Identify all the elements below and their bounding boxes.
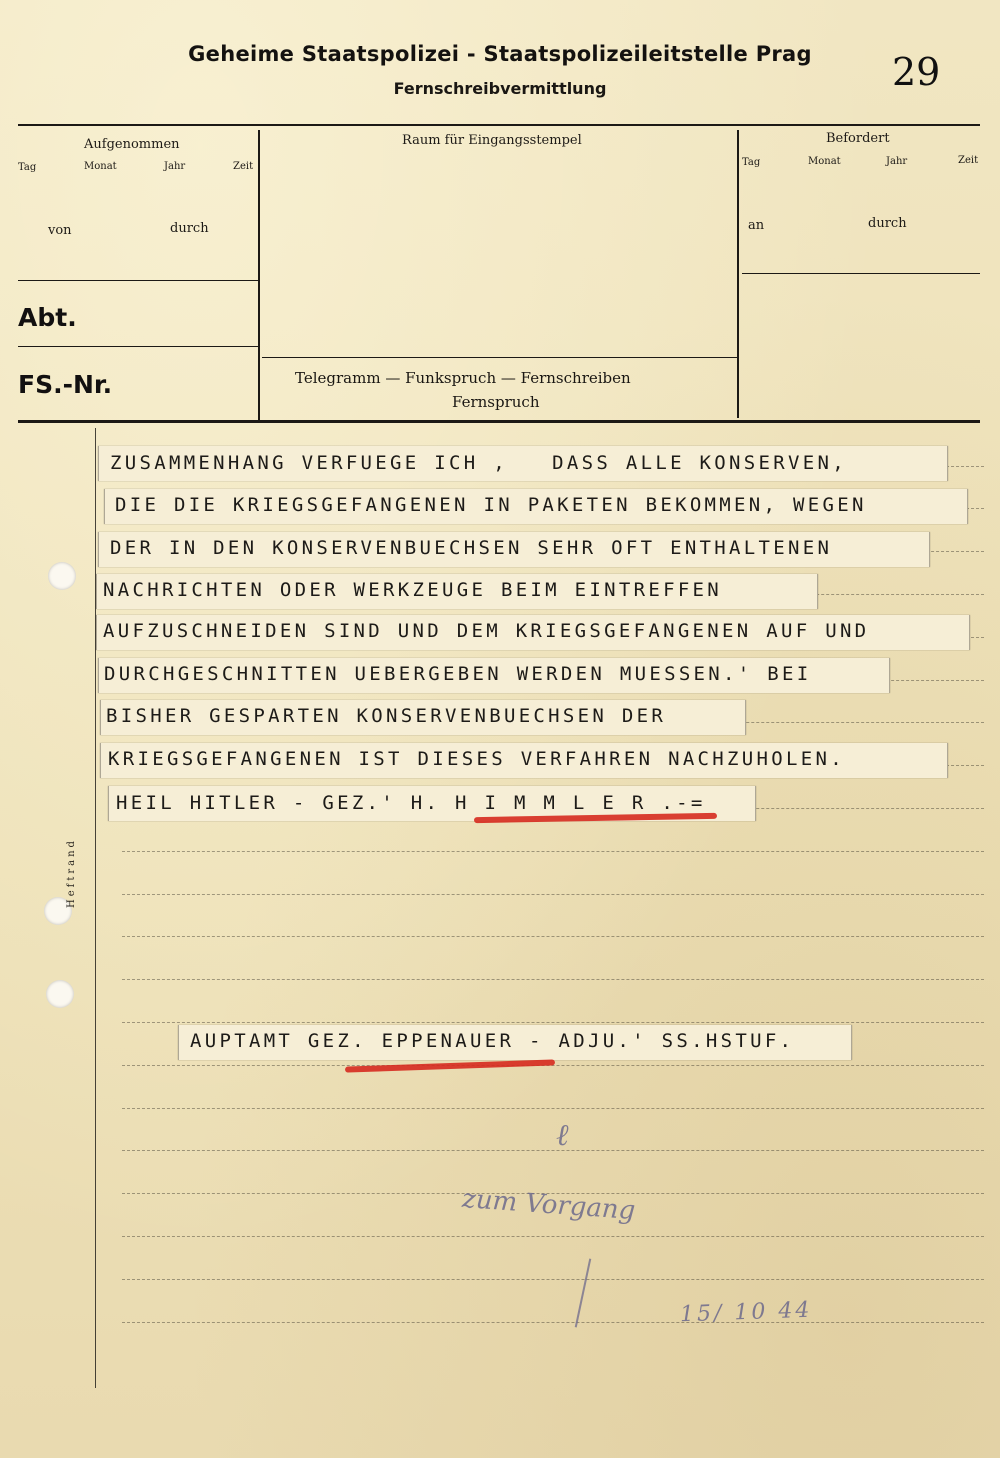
telex-line: AUFZUSCHNEIDEN SIND UND DEM KRIEGSGEFANGENEN AUF UND (103, 620, 870, 642)
forwarded-month-label: Monat (808, 156, 841, 167)
abt-divider (18, 346, 258, 347)
page-number: 29 (892, 50, 941, 94)
stamp-area-divider (262, 357, 737, 358)
received-from-label: von (48, 223, 72, 238)
handwritten-note: zum Vorgang (461, 1183, 637, 1227)
fs-nr-label: FS.-Nr. (18, 370, 113, 399)
telex-line: DER IN DEN KONSERVENBUECHSEN SEHR OFT ENTHALTENEN (110, 537, 833, 559)
received-month-label: Monat (84, 161, 117, 172)
punch-hole (48, 562, 76, 590)
forwarded-day-label: Tag (742, 157, 761, 168)
margin-rule (95, 428, 96, 1388)
telex-line: KRIEGSGEFANGENEN IST DIESES VERFAHREN NACHZUHOLEN. (108, 748, 845, 770)
ruled-line (122, 979, 984, 980)
telex-signature-line: HEIL HITLER - GEZ.' H. H I M M L E R .-= (116, 792, 706, 814)
received-section-divider (18, 280, 258, 281)
handwritten-mark: ℓ (556, 1118, 569, 1153)
form-subtitle: Fernschreibvermittlung (393, 79, 607, 98)
telex-closing-line: AUPTAMT GEZ. EPPENAUER - ADJU.' SS.HSTUF. (190, 1030, 795, 1052)
forwarded-time-label: Zeit (958, 155, 979, 166)
handwritten-date: 15/ 10 44 (679, 1297, 813, 1328)
forwarded-to-label: an (748, 218, 765, 233)
message-type-fernspruch: Fernspruch (452, 393, 540, 411)
message-types-label: Telegramm — Funkspruch — Fernschreiben (295, 369, 631, 387)
telex-line: BISHER GESPARTEN KONSERVENBUECHSEN DER (106, 705, 667, 727)
ruled-line (122, 936, 984, 937)
form-bottom-divider (18, 420, 980, 423)
received-year-label: Jahr (164, 161, 186, 172)
forwarded-section-divider (742, 273, 980, 274)
ruled-line (122, 1150, 984, 1151)
forwarded-year-label: Jahr (886, 156, 908, 167)
red-underline-eppenauer (345, 1059, 555, 1072)
ruled-line (122, 1022, 984, 1023)
pencil-stroke (575, 1259, 592, 1328)
ruled-line (122, 1322, 984, 1323)
telex-line: DIE DIE KRIEGSGEFANGENEN IN PAKETEN BEKOMMEN, WEGEN (115, 494, 867, 516)
received-by-label: durch (170, 221, 209, 236)
received-time-label: Zeit (233, 161, 254, 172)
ruled-line (122, 1236, 984, 1237)
ruled-line (122, 851, 984, 852)
stamp-area-label: Raum für Eingangsstempel (402, 133, 582, 148)
header-divider (18, 124, 980, 126)
column-divider-left (258, 130, 260, 420)
ruled-line (122, 1279, 984, 1280)
binding-margin-label: Heftrand (66, 838, 77, 908)
punch-hole (46, 980, 74, 1008)
telex-line: ZUSAMMENHANG VERFUEGE ICH , DASS ALLE KONSERVEN, (110, 452, 847, 474)
telex-line: NACHRICHTEN ODER WERKZEUGE BEIM EINTREFFEN (103, 579, 723, 601)
ruled-line (122, 894, 984, 895)
received-heading: Aufgenommen (84, 137, 180, 152)
telex-line: DURCHGESCHNITTEN UEBERGEBEN WERDEN MUESSEN.' BEI (104, 663, 812, 685)
abt-label: Abt. (18, 303, 77, 332)
received-day-label: Tag (18, 162, 37, 173)
ruled-line (122, 1108, 984, 1109)
forwarded-heading: Befordert (826, 131, 890, 146)
forwarded-by-label: durch (868, 216, 907, 231)
organization-title: Geheime Staatspolizei - Staatspolizeileitstelle Prag (188, 42, 812, 66)
column-divider-right (737, 130, 739, 418)
